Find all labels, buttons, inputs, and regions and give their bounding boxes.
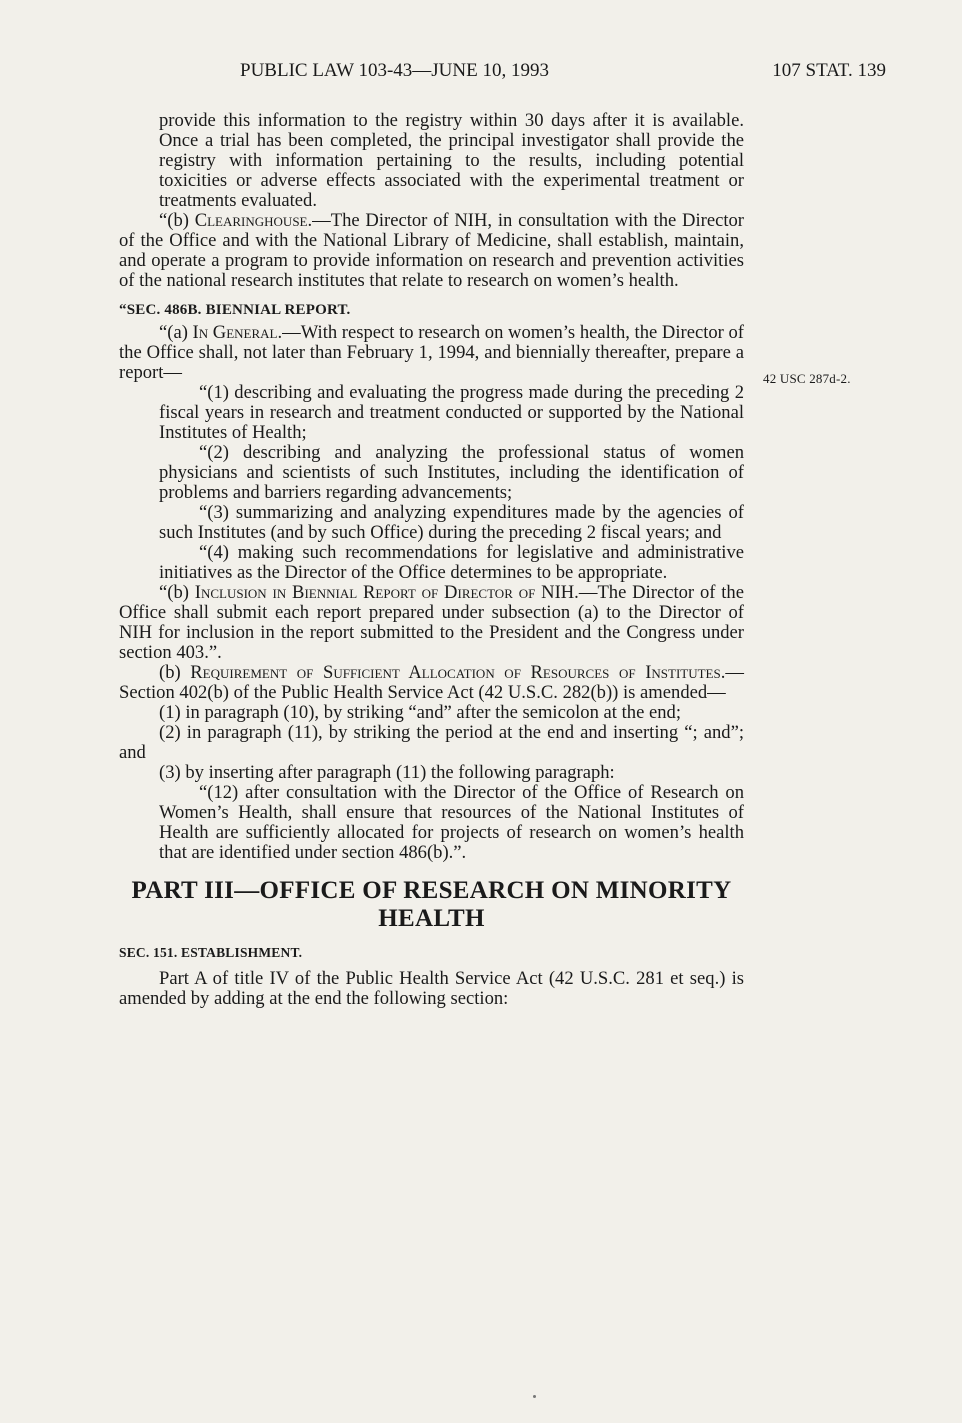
paragraph-in-general (119, 323, 744, 383)
list-item-2: “(2) describing and analyzing the professional status of women physicians and scientists of such Institutes, including the identification of problems and barriers regarding advancements; (159, 442, 744, 503)
paragraph-final: Part A of title IV of the Public Health Service Act (42 U.S.C. 281 et seq.) is amended by adding at the end the following section: (119, 968, 744, 1009)
section-heading-486b: “SEC. 486B. BIENNIAL REPORT. (119, 302, 351, 318)
header-stat-page: 107 STAT. 139 (772, 60, 886, 81)
subsection-heading: Clearinghouse. (194, 210, 313, 231)
scan-speck (533, 1395, 536, 1398)
section-heading-151: SEC. 151. ESTABLISHMENT. (119, 945, 303, 960)
subsection-heading: Inclusion in Biennial Report of Director of NIH. (194, 582, 579, 603)
subsection-text: —The Director of the Office shall submit each report prepared under subsection (a) to the Director of NIH for inclusion in the report submitted to the President and the Congress under section 403.”. (119, 582, 744, 663)
amendment-1: (1) in paragraph (10), by striking “and” after the semicolon at the end; (159, 702, 681, 723)
list-item-3: “(3) summarizing and analyzing expenditures made by the agencies of such Institutes (and by such Office) during the preceding 2 fiscal years; and (159, 502, 744, 543)
subsection-label: (b) (159, 662, 191, 683)
paragraph-12: “(12) after consultation with the Director of the Office of Research on Women’s Health, shall ensure that resources of the National Institutes of Health are sufficiently allocated for projects of research on women’s health that are identified under section 486(b).”. (159, 782, 744, 863)
paragraph-registry: provide this information to the registry within 30 days after it is available. Once a trial has been completed, the principal investigator shall provide the registry with information pertaining to the results, including potential toxicities or adverse effects associated with the experimental treatment or treatments evaluated. (159, 110, 744, 211)
margin-citation: 42 USC 287d-2. (763, 371, 851, 386)
paragraph-requirement (119, 663, 744, 703)
subsection-heading: In General. (192, 322, 283, 343)
header-title: PUBLIC LAW 103-43—JUNE 10, 1993 (240, 60, 549, 81)
amendment-2: (2) in paragraph (11), by striking the period at the end and inserting “; and”; and (119, 722, 744, 763)
subsection-text: —The Director of NIH, in consultation with the Director of the Office and with the National Library of Medicine, shall establish, maintain, and operate a program to provide information on research and prevention activities of the national research institutes that relate to research on women’s health. (119, 210, 744, 291)
amendment-3: (3) by inserting after paragraph (11) the following paragraph: (159, 762, 615, 783)
paragraph-inclusion (119, 583, 744, 663)
subsection-label: “(b) (159, 210, 195, 231)
list-item-1: “(1) describing and evaluating the progress made during the preceding 2 fiscal years in research and treatment conducted or supported by the National Institutes of Health; (159, 382, 744, 443)
page-header (120, 60, 886, 90)
subsection-heading: Requirement of Sufficient Allocation of Resources of Institutes. (190, 662, 726, 683)
subsection-text: —With respect to research on women’s health, the Director of the Office shall, not later than February 1, 1994, and biennially thereafter, prepare a report— (119, 322, 744, 383)
document-body (119, 111, 744, 1009)
subsection-label: “(a) (159, 322, 193, 343)
subsection-label: “(b) (159, 582, 195, 603)
subsection-text: —Section 402(b) of the Public Health Service Act (42 U.S.C. 282(b)) is amended— (119, 662, 744, 703)
paragraph-clearinghouse (119, 211, 744, 291)
list-item-4: “(4) making such recommendations for legislative and administrative initiatives as the Director of the Office determines to be appropriate. (159, 542, 744, 583)
part-title: PART III—OFFICE OF RESEARCH ON MINORITY HEALTH (131, 877, 732, 932)
